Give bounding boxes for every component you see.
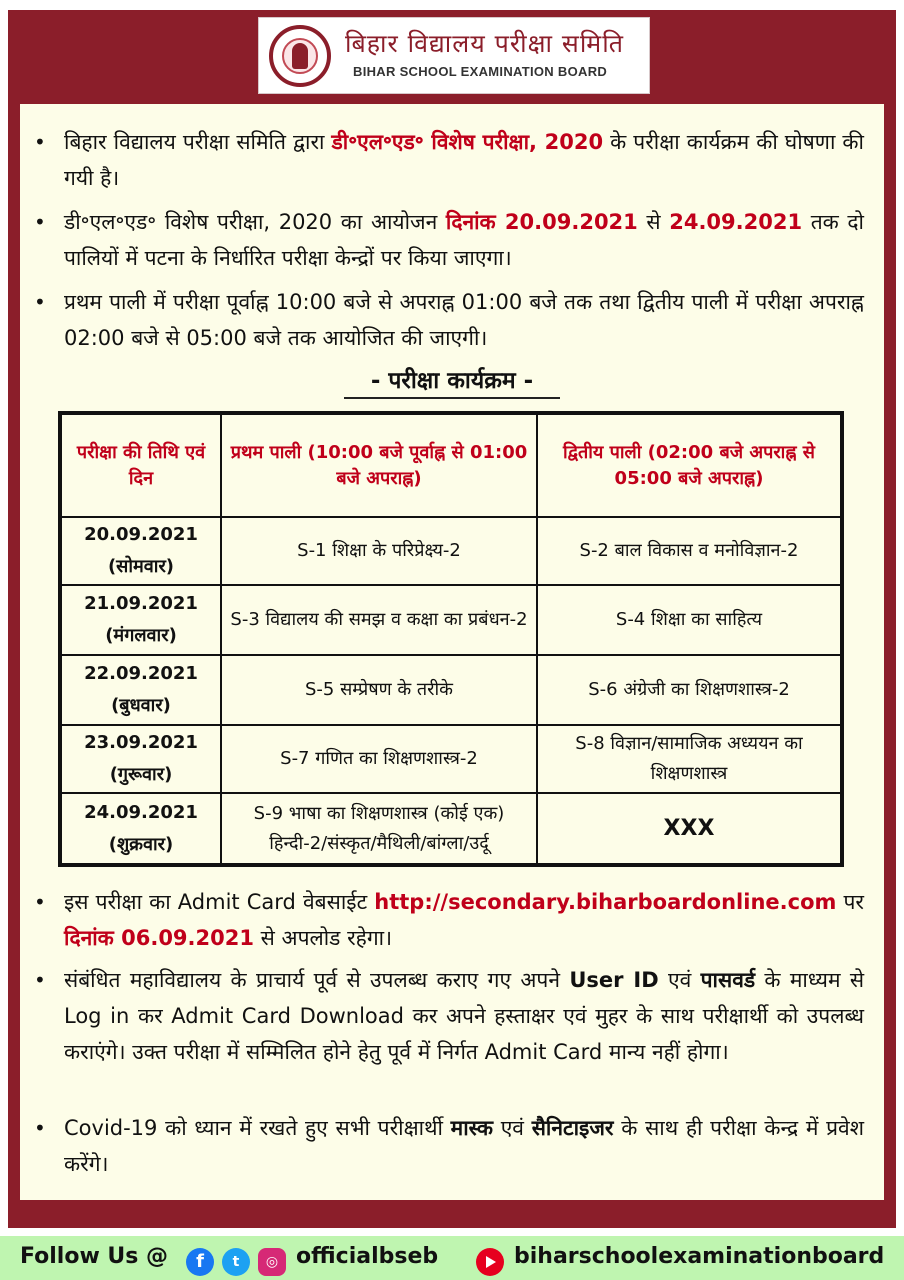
text-segment: बिहार विद्यालय परीक्षा समिति द्वारा <box>64 130 332 154</box>
row-date: 23.09.2021 <box>84 732 198 753</box>
text-segment: के माध्यम से Log in कर Admit Card Download कर अपने हस्ताक्षर एवं मुहर के साथ परीक्षार्थी को उपलब्ध कराएंगे। उक्त परीक्षा में सम्मिलित होने हेतु पूर्व में निर्गत Admit Card मान्य नहीं होगा। <box>64 968 865 1064</box>
row-date: 20.09.2021 <box>84 524 198 545</box>
youtube-icon[interactable] <box>476 1248 504 1276</box>
row-day: (बुधवार) <box>111 695 171 716</box>
highlight-text: डी॰एल॰एड॰ विशेष परीक्षा, 2020 <box>331 130 604 154</box>
row-date: 24.09.2021 <box>84 801 198 823</box>
table-row <box>60 585 842 655</box>
text-segment: प्रथम पाली में परीक्षा पूर्वाह्न 10:00 बजे से अपराह्न 01:00 बजे तक तथा द्वितीय पाली में परीक्षा अपराह्न 02:00 बजे से 05:00 बजे तक आयोजित की जाएगी। <box>64 290 864 350</box>
bullet-text <box>64 204 864 276</box>
bold-text: User ID <box>569 968 659 992</box>
exam-schedule-table <box>58 411 844 867</box>
highlight-text: 24.09.2021 <box>669 210 803 234</box>
row-second-shift: XXX <box>537 793 842 865</box>
header-second-shift: द्वितीय पाली (02:00 बजे अपराह्न से 05:00 बजे अपराह्न) <box>537 413 842 517</box>
follow-us-bar <box>0 1236 904 1280</box>
highlight-text: http://secondary.biharboardonline.com <box>374 890 837 914</box>
text-segment: से <box>637 210 670 234</box>
follow-us-label: Follow Us @ <box>20 1244 169 1269</box>
text-segment: के साथ ही परीक्षा केन्द्र में प्रवेश करेंगे। <box>64 1116 864 1176</box>
facebook-icon[interactable]: f <box>186 1248 214 1276</box>
row-first-shift: S-7 गणित का शिक्षणशास्त्र-2 <box>221 725 537 793</box>
board-name-hindi: बिहार विद्यालय परीक्षा समिति <box>345 29 624 58</box>
bseb-logo-icon <box>269 25 331 87</box>
header-first-shift: प्रथम पाली (10:00 बजे पूर्वाह्न से 01:00 बजे अपराह्न) <box>221 413 537 517</box>
bullet-icon: • <box>34 130 46 154</box>
bullet-text <box>64 1110 864 1182</box>
text-segment: एवं <box>492 1116 532 1140</box>
table-row <box>60 725 842 793</box>
row-date: 21.09.2021 <box>84 593 198 614</box>
table-row <box>60 793 842 865</box>
bullet-icon: • <box>34 1116 46 1140</box>
bold-text: सैनिटाइजर <box>531 1116 614 1140</box>
highlight-text: दिनांक 20.09.2021 <box>445 210 638 234</box>
row-day: (शुक्रवार) <box>108 833 174 855</box>
row-first-shift: S-1 शिक्षा के परिप्रेक्ष्य-2 <box>221 517 537 585</box>
board-header <box>258 17 650 94</box>
bullet-icon: • <box>34 968 46 992</box>
row-date: 22.09.2021 <box>84 663 198 684</box>
row-second-shift: S-4 शिक्षा का साहित्य <box>537 585 842 655</box>
bullet-text <box>64 884 864 956</box>
row-day: (सोमवार) <box>107 556 175 577</box>
bullet-icon: • <box>34 290 46 314</box>
text-segment: संबंधित महाविद्यालय के प्राचार्य पूर्व से उपलब्ध कराए गए अपने <box>64 968 570 992</box>
text-segment: के परीक्षा कार्यक्रम की घोषणा की गयी है। <box>64 130 864 190</box>
row-date-cell <box>60 793 221 865</box>
bullet-icon: • <box>34 210 46 234</box>
row-first-shift: S-3 विद्यालय की समझ व कक्षा का प्रबंधन-2 <box>221 585 537 655</box>
text-segment: डी॰एल॰एड॰ विशेष परीक्षा, 2020 का आयोजन <box>64 210 446 234</box>
row-second-shift: S-8 विज्ञान/सामाजिक अध्ययन का शिक्षणशास्त्र <box>537 725 842 793</box>
text-segment: एवं <box>658 968 701 992</box>
row-date-cell <box>60 725 221 793</box>
text-segment: इस परीक्षा का Admit Card वेबसाईट <box>64 890 375 914</box>
schedule-title: - परीक्षा कार्यक्रम - <box>344 363 560 399</box>
text-segment: से अपलोड रहेगा। <box>253 926 393 950</box>
header-date: परीक्षा की तिथि एवं दिन <box>60 413 221 517</box>
bold-text: पासवर्ड <box>700 968 756 992</box>
youtube-channel-link[interactable]: biharschoolexaminationboard <box>514 1244 885 1269</box>
row-day: (गुरूवार) <box>109 764 173 785</box>
row-second-shift: S-6 अंग्रेजी का शिक्षणशास्त्र-2 <box>537 655 842 725</box>
row-date-cell <box>60 517 221 585</box>
instagram-icon[interactable]: ◎ <box>258 1248 286 1276</box>
twitter-icon[interactable]: t <box>222 1248 250 1276</box>
text-segment: Covid-19 को ध्यान में रखते हुए सभी परीक्षार्थी <box>64 1116 451 1140</box>
text-segment: पर <box>836 890 864 914</box>
highlight-text: दिनांक 06.09.2021 <box>64 926 254 950</box>
row-day: (मंगलवार) <box>105 625 177 646</box>
bullet-text <box>64 124 864 196</box>
table-row <box>60 517 842 585</box>
table-header-row <box>60 413 842 517</box>
table-row <box>60 655 842 725</box>
row-date-cell <box>60 585 221 655</box>
row-first-shift: S-5 सम्प्रेषण के तरीके <box>221 655 537 725</box>
bullet-text <box>64 962 864 1070</box>
row-second-shift: S-2 बाल विकास व मनोविज्ञान-2 <box>537 517 842 585</box>
row-date-cell <box>60 655 221 725</box>
bold-text: मास्क <box>450 1116 493 1140</box>
board-name-english: BIHAR SCHOOL EXAMINATION BOARD <box>353 64 608 79</box>
bullet-icon: • <box>34 890 46 914</box>
text-segment: तक दो पालियों में पटना के निर्धारित परीक्षा केन्द्रों पर किया जाएगा। <box>64 210 864 270</box>
bullet-text <box>64 284 864 356</box>
social-handle-link[interactable]: officialbseb <box>296 1244 439 1269</box>
row-first-shift: S-9 भाषा का शिक्षणशास्त्र (कोई एक) हिन्दी-2/संस्कृत/मैथिली/बांग्ला/उर्दू <box>221 793 537 865</box>
